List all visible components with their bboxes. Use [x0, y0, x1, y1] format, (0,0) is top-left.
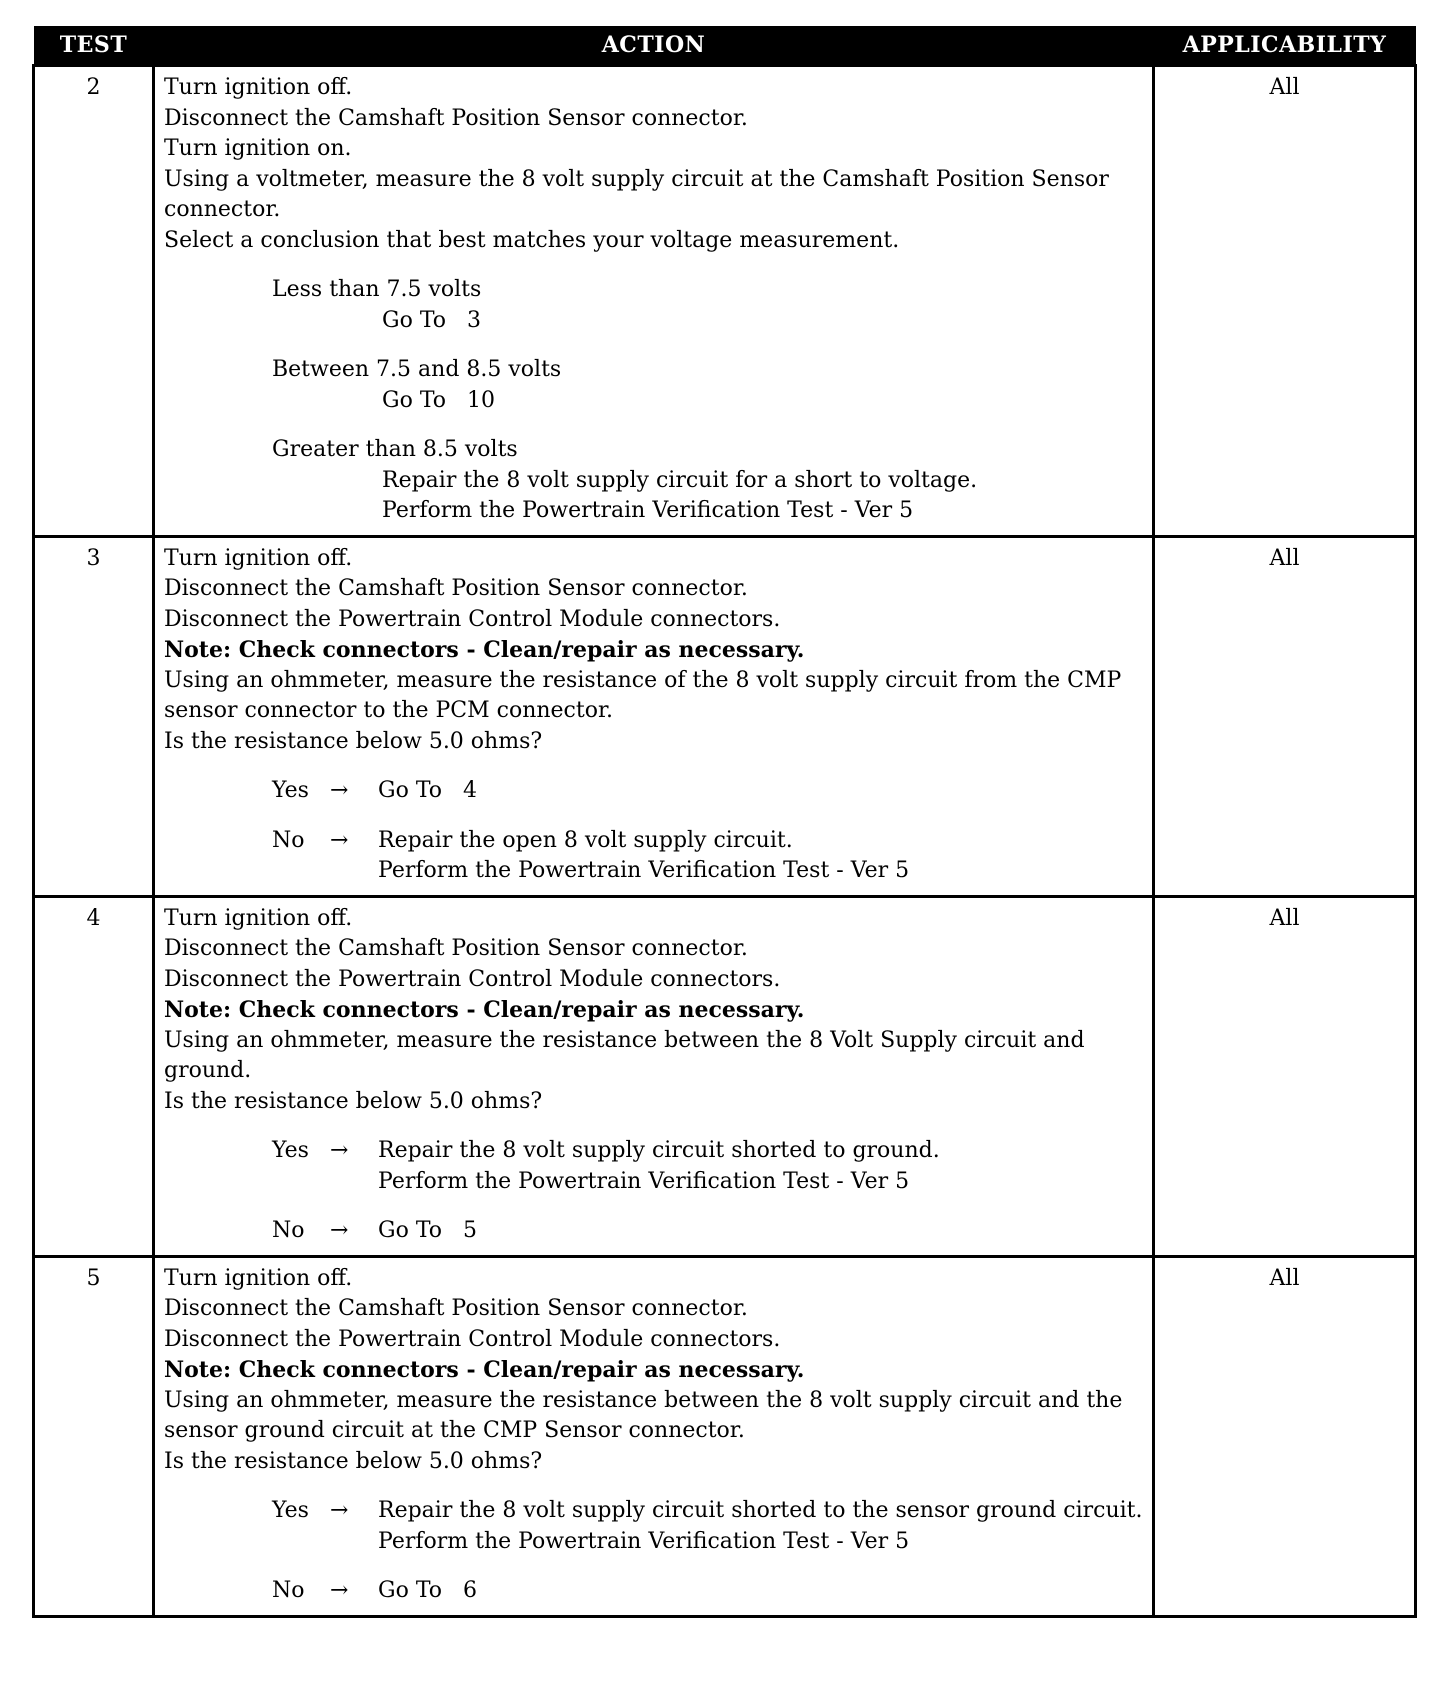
yes-branch [164, 1136, 1146, 1197]
test-row-3 [34, 536, 1416, 896]
action-line: Disconnect the Camshaft Position Sensor connector. [164, 105, 748, 131]
branch-result: Repair the open 8 volt supply circuit. [378, 827, 793, 853]
option-condition: Between 7.5 and 8.5 volts [272, 357, 562, 382]
test-number: 3 [34, 536, 154, 896]
action-line: Using an ohmmeter, measure the resistance of the 8 volt supply circuit from the CMP sensor connector to the PCM connector. [164, 667, 1122, 723]
arrow-icon: → [330, 1138, 349, 1163]
yes-label: Yes [272, 1138, 309, 1163]
yes-label: Yes [272, 1498, 309, 1523]
yes-branch [164, 1496, 1146, 1557]
option-result: Perform the Powertrain Verification Test - Ver 5 [382, 498, 914, 523]
action-line: Disconnect the Camshaft Position Sensor connector. [164, 576, 748, 601]
question-line: Is the resistance below 5.0 ohms? [164, 728, 543, 754]
applicability-cell: All [1154, 66, 1416, 537]
test-row-2 [34, 66, 1416, 537]
header-action: ACTION [154, 26, 1154, 66]
branch-result: Repair the 8 volt supply circuit shorted to ground. [378, 1138, 940, 1163]
action-line: Disconnect the Powertrain Control Module connectors. [164, 1326, 781, 1352]
branch-result: Perform the Powertrain Verification Test - Ver 5 [378, 858, 910, 883]
arrow-icon: → [330, 1578, 349, 1603]
option-result: Go To 3 [382, 307, 481, 333]
arrow-icon: → [330, 1498, 349, 1523]
branch-result: Repair the 8 volt supply circuit shorted to the sensor ground circuit. [378, 1498, 1143, 1523]
diagnostic-test-table [32, 26, 1417, 1618]
test-row-4 [34, 896, 1416, 1256]
test-number: 4 [34, 896, 154, 1256]
action-cell [154, 66, 1154, 537]
option-result: Repair the 8 volt supply circuit for a short to voltage. [382, 467, 978, 493]
branch-result: Go To 4 [378, 778, 477, 803]
action-line: Using an ohmmeter, measure the resistance between the 8 volt supply circuit and the sensor ground circuit at the CMP Sensor connector. [164, 1387, 1123, 1443]
action-line: Disconnect the Camshaft Position Sensor connector. [164, 936, 748, 961]
action-cell [154, 536, 1154, 896]
yes-label: Yes [272, 778, 309, 803]
arrow-icon: → [330, 778, 349, 803]
test-number: 5 [34, 1256, 154, 1616]
action-line: Turn ignition off. [164, 545, 353, 571]
action-cell [154, 1256, 1154, 1616]
action-line: Using a voltmeter, measure the 8 volt supply circuit at the Camshaft Position Sensor connector. [164, 166, 1109, 222]
header-row [34, 26, 1416, 66]
note-line: Note: Check connectors - Clean/repair as necessary. [164, 997, 805, 1023]
option-condition: Greater than 8.5 volts [272, 437, 518, 462]
action-line: Disconnect the Powertrain Control Module connectors. [164, 966, 781, 992]
option-condition: Less than 7.5 volts [272, 277, 482, 302]
action-line: Select a conclusion that best matches your voltage measurement. [164, 227, 900, 253]
action-line: Turn ignition off. [164, 1265, 353, 1291]
arrow-icon: → [330, 1218, 349, 1243]
no-branch [164, 1576, 1146, 1607]
applicability-cell: All [1154, 896, 1416, 1256]
no-label: No [272, 1218, 305, 1243]
applicability-cell: All [1154, 1256, 1416, 1616]
action-line: Turn ignition off. [164, 75, 353, 100]
branch-result: Go To 5 [378, 1218, 477, 1243]
note-line: Note: Check connectors - Clean/repair as necessary. [164, 637, 805, 663]
action-line: Turn ignition off. [164, 905, 353, 931]
no-label: No [272, 827, 305, 853]
action-line: Disconnect the Powertrain Control Module connectors. [164, 606, 781, 632]
action-line: Turn ignition on. [164, 136, 352, 161]
question-line: Is the resistance below 5.0 ohms? [164, 1088, 543, 1114]
header-applicability: APPLICABILITY [1154, 26, 1416, 66]
note-line: Note: Check connectors - Clean/repair as necessary. [164, 1357, 805, 1383]
no-branch [164, 826, 1146, 887]
action-cell [154, 896, 1154, 1256]
test-number: 2 [34, 66, 154, 537]
arrow-icon: → [330, 827, 349, 853]
branch-result: Perform the Powertrain Verification Test - Ver 5 [378, 1528, 910, 1554]
test-row-5 [34, 1256, 1416, 1616]
no-label: No [272, 1578, 305, 1603]
header-test: TEST [34, 26, 154, 66]
no-branch [164, 1216, 1146, 1247]
question-line: Is the resistance below 5.0 ohms? [164, 1448, 543, 1474]
applicability-cell: All [1154, 536, 1416, 896]
option-result: Go To 10 [382, 387, 495, 413]
yes-branch [164, 776, 1146, 807]
action-line: Using an ohmmeter, measure the resistance between the 8 Volt Supply circuit and ground. [164, 1027, 1085, 1083]
action-line: Disconnect the Camshaft Position Sensor connector. [164, 1296, 748, 1321]
branch-result: Go To 6 [378, 1578, 477, 1603]
branch-result: Perform the Powertrain Verification Test - Ver 5 [378, 1168, 910, 1194]
